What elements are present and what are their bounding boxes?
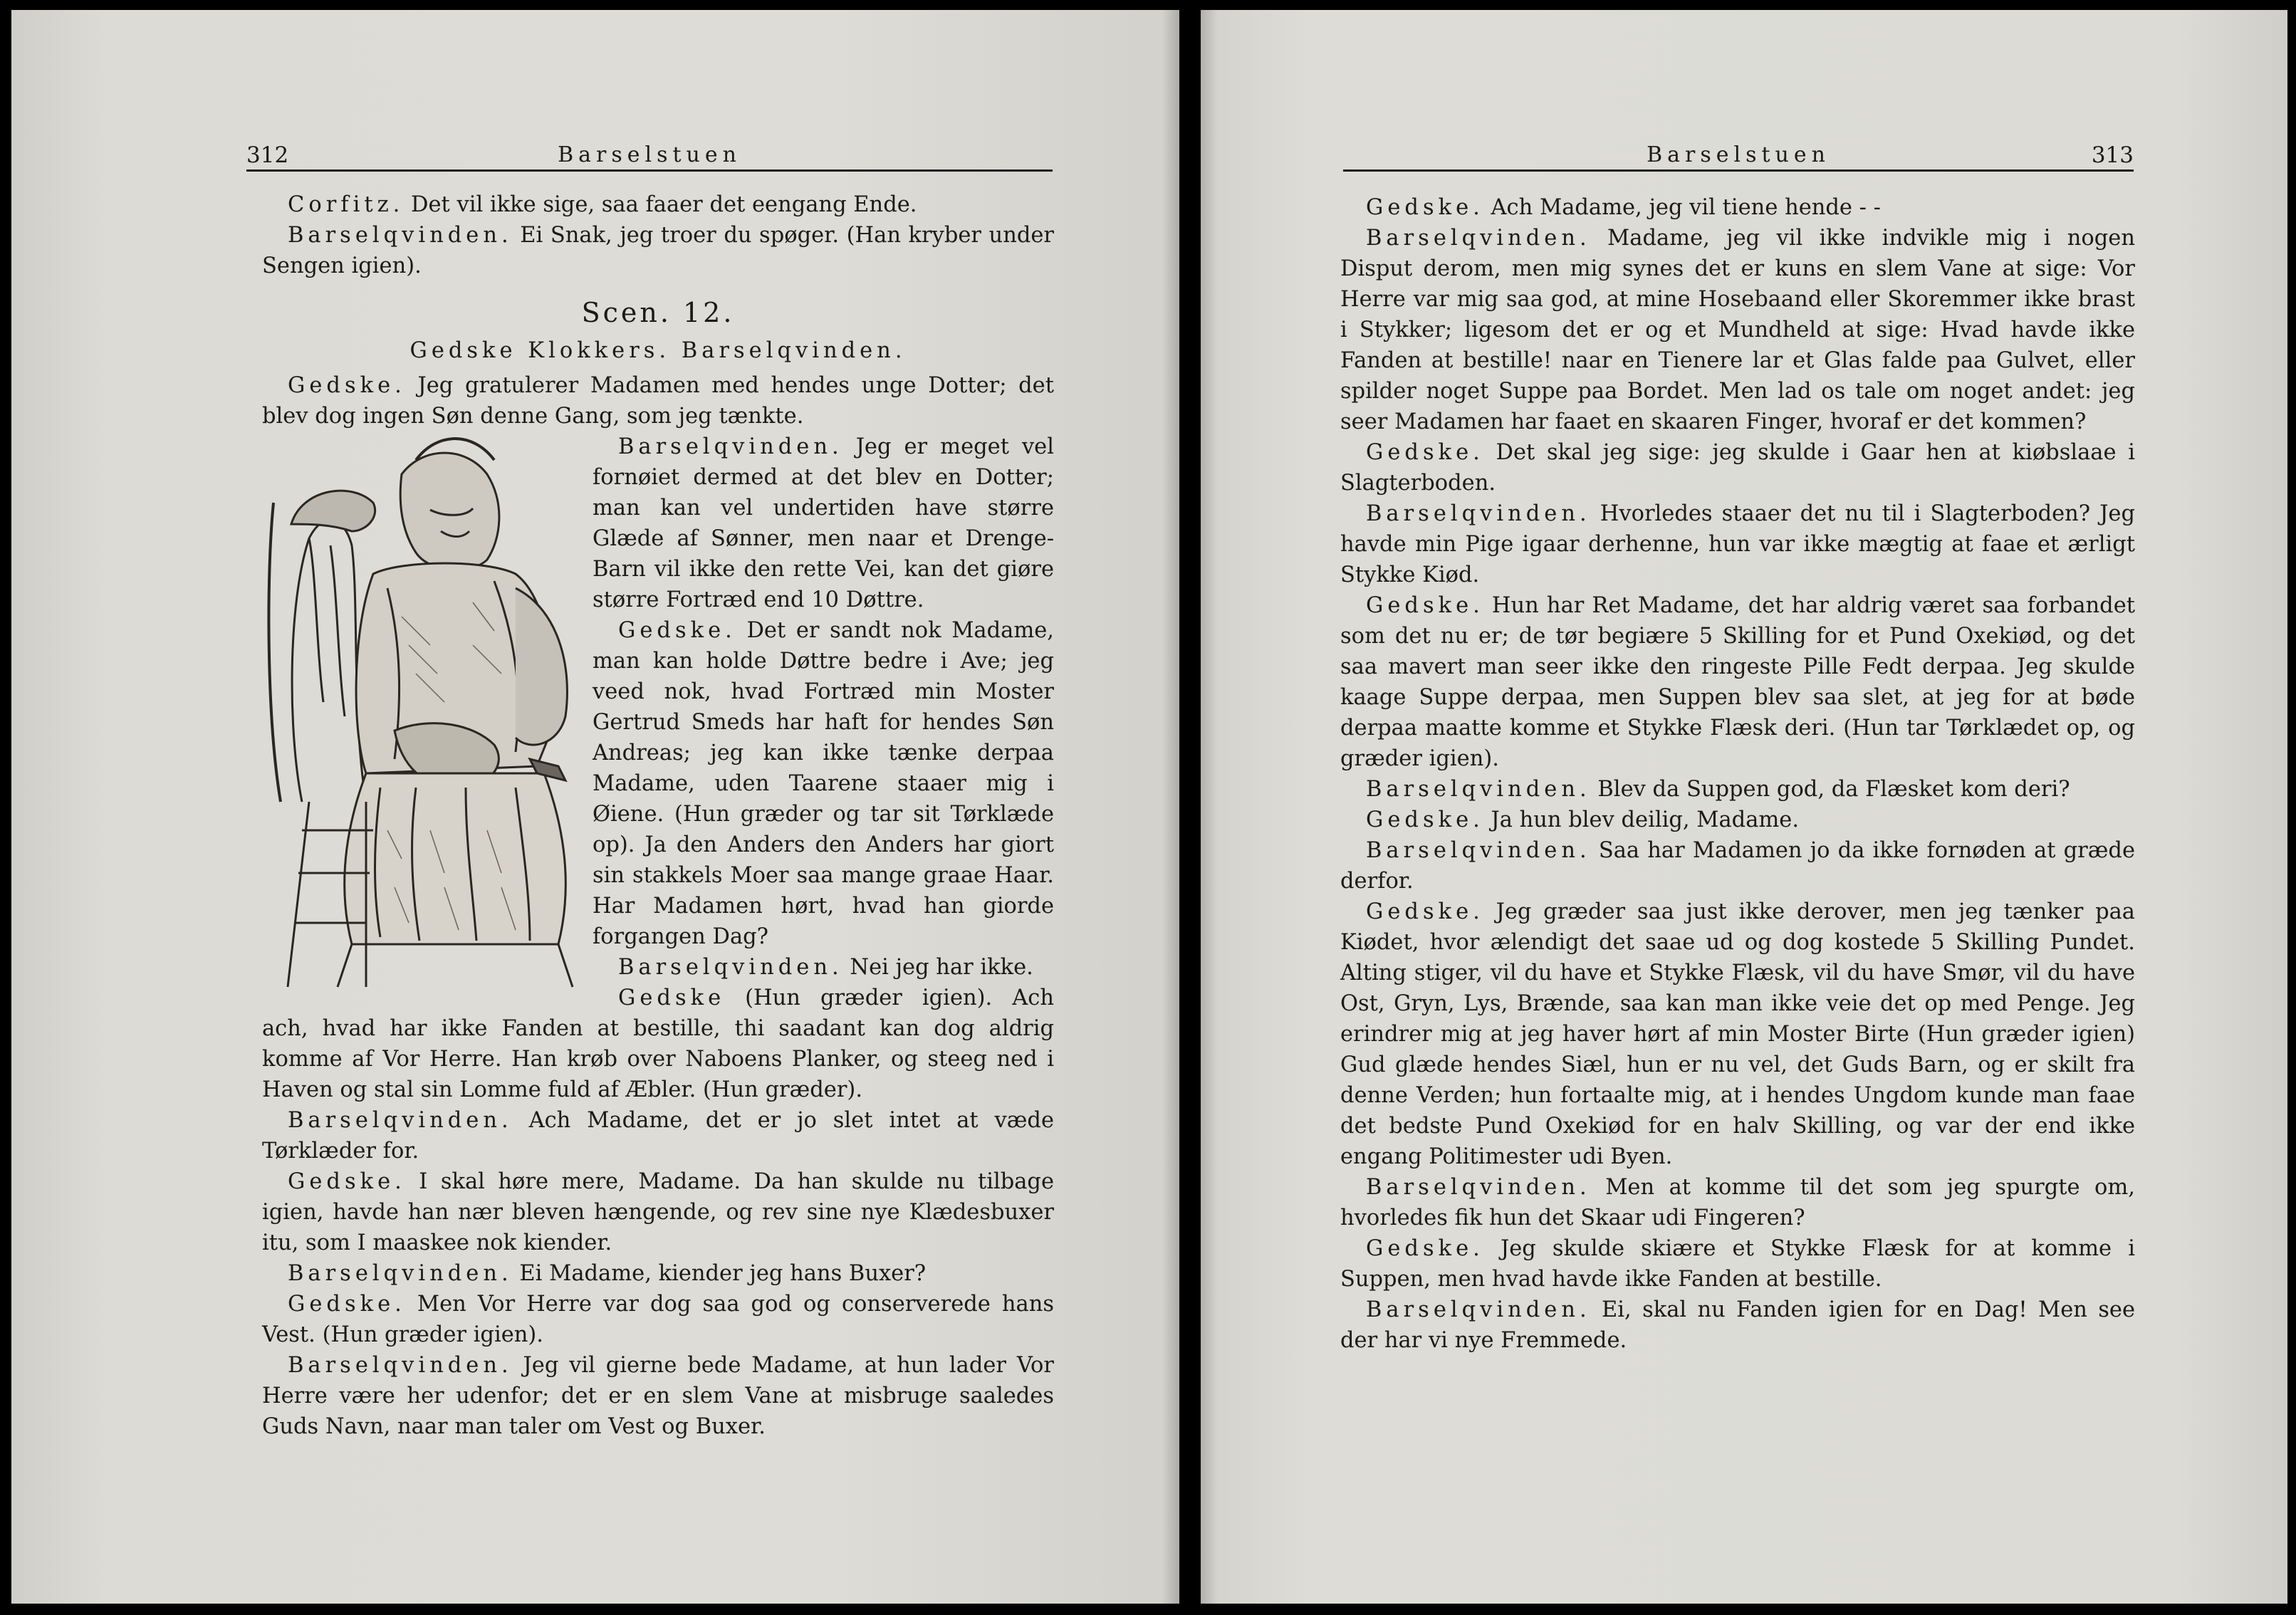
line-text: Det skal jeg sige: jeg skulde i Gaar hen at kiøbslaae i Slagterboden. <box>1340 440 2135 496</box>
speaker: Gedske. <box>1366 593 1484 618</box>
speaker: Barselqvinden. <box>618 955 843 980</box>
line-text: Men Vor Herre var dog saa god og conserverede hans Vest. (Hun græder igien). <box>262 1292 1054 1347</box>
line-text: Ja hun blev deilig, Madame. <box>1483 808 1800 832</box>
dialogue-line <box>262 1289 1054 1350</box>
speaker: Gedske. <box>618 618 736 643</box>
right-page <box>1201 10 2287 1604</box>
dialogue-line <box>262 189 1054 220</box>
line-text: (Hun græder igien). Ach ach, hvad har ikke Fanden at bestille, thi saadant kan dog aldrig komme af Vor Herre. Han krøb over Naboens Planker, og steeg ned i Haven og stal sin Lomme fuld af Æbler. (Hun græder). <box>262 986 1054 1102</box>
speaker: Corfitz. <box>288 192 405 217</box>
line-text: Ach Madame, jeg vil tiene hende ‑ ‑ <box>1483 195 1881 220</box>
speaker: Barselqvinden. <box>288 1261 513 1286</box>
dialogue-line <box>262 1166 1054 1258</box>
line-text: Ei Snak, jeg troer du spøger. (Han kryber under Sengen igien). <box>262 223 1054 278</box>
dialogue-line <box>1340 835 2135 897</box>
running-head <box>1343 142 2134 172</box>
line-text: Jeg græder saa just ikke derover, men jeg tænker paa Kiødet, hvor ælendigt det saae ud og dog kostede 5 Skilling Pundet. Alting stiger, vil du have et Stykke Flæsk, vil du have Smør, vil du have Ost, Gryn, Lys, Brænde, saa kan man ikke veie det op med Penge. Jeg erindrer mig at jeg haver hørt af min Moster Birte (Hun græder igien) Gud glæde hendes Siæl, hun er nu vel, det Guds Barn, og er skilt fra denne Verden; hun fortaalte mig, at i hendes Ungdom kunde man faae det bedste Pund Oxekiød for en halv Skilling, og var der end ikke engang Politimester udi Byen. <box>1340 899 2135 1169</box>
line-text: Men at komme til det som jeg spurgte om, hvorledes fik hun det Skaar udi Fingeren? <box>1340 1175 2135 1230</box>
line-text: I skal høre mere, Madame. Da han skulde nu tilbage igien, havde han nær bleven hængende, og rev sine nye Klædesbuxer itu, som I maaskee nok kiender. <box>262 1169 1054 1255</box>
speaker: Gedske. <box>288 373 406 398</box>
line-text: Jeg er meget vel fornøiet dermed at det blev en Dotter; man kan vel undertiden have større Glæde af Sønner, men naar et Drenge-Barn vil ikke den rette Vei, kan det giøre større Fortræd end 10 Døttre. <box>593 434 1054 612</box>
line-text: Det er sandt nok Madame, man kan holde Døttre bedre i Ave; jeg veed nok, hvad Fortræd min Moster Gertrud Smeds har haft for hendes Søn Andreas; jeg kan ikke tænke derpaa Madame, uden Taarene staaer mig i Øiene. (Hun græder og tar sit Tørklæde op). Ja den Anders den Anders har giort sin stakkels Moer saa mange graae Haar. Har Madamen hørt, hvad han giorde forgangen Dag? <box>593 618 1054 949</box>
page-number: 312 <box>246 142 289 168</box>
line-text: Jeg vil gierne bede Madame, at hun lader Vor Herre være her udenfor; det er en slem Vane at misbruge saaledes Guds Navn, naar man taler om Vest og Buxer. <box>262 1353 1054 1439</box>
dialogue-line <box>1340 774 2135 805</box>
line-text: Saa har Madamen jo da ikke fornøden at græde derfor. <box>1340 838 2135 894</box>
dialogue-line <box>1340 1172 2135 1233</box>
speaker: Barselqvinden. <box>618 434 843 459</box>
dialogue-line <box>262 1258 1054 1289</box>
speaker: Gedske <box>618 986 726 1010</box>
right-text <box>1340 192 2135 1356</box>
speaker: Gedske. <box>288 1292 406 1317</box>
speaker: Barselqvinden. <box>1366 226 1591 251</box>
line-text: Ei, skal nu Fanden igien for en Dag! Men see der har vi nye Fremmede. <box>1340 1297 2135 1353</box>
line-text: Hvorledes staaer det nu til i Slagterboden? Jeg havde min Pige igaar derhenne, hun var ikke mægtig at faae et ærligt Stykke Kiød. <box>1340 501 2135 587</box>
dialogue-line <box>262 220 1054 281</box>
running-head-title: Barselstuen <box>1647 142 1830 167</box>
dialogue-line <box>1340 437 2135 498</box>
scene-persons: Gedske Klokkers. Barselqvinden. <box>409 338 907 363</box>
left-text <box>262 189 1054 1442</box>
dialogue-line <box>1340 1295 2135 1356</box>
page-number: 313 <box>2091 142 2134 168</box>
dialogue-line <box>1340 897 2135 1172</box>
speaker: Barselqvinden. <box>1366 501 1591 526</box>
dialogue-line <box>1340 498 2135 590</box>
line-text: Blev da Suppen god, da Flæsket kom deri? <box>1590 777 2070 802</box>
spine-shadow <box>1201 10 1218 1604</box>
speaker: Barselqvinden. <box>288 1353 513 1378</box>
line-text: Jeg skulde skiære et Stykke Flæsk for at komme i Suppen, men hvad havde ikke Fanden at bestille. <box>1340 1236 2135 1292</box>
dialogue-line <box>262 1350 1054 1442</box>
line-text: Nei jeg har ikke. <box>842 955 1033 980</box>
running-head <box>246 142 1053 172</box>
speaker: Gedske. <box>1366 195 1484 220</box>
speaker: Gedske. <box>1366 1236 1484 1261</box>
speaker: Gedske. <box>1366 808 1484 832</box>
dialogue-line <box>1340 805 2135 835</box>
speaker: Barselqvinden. <box>288 1108 513 1133</box>
dialogue-line <box>1340 223 2135 437</box>
scene-title: Scen. 12. <box>581 297 735 328</box>
speaker: Barselqvinden. <box>1366 1297 1591 1322</box>
line-text: Det vil ikke sige, saa faaer det eengang Ende. <box>404 192 917 217</box>
running-head-title: Barselstuen <box>558 142 741 167</box>
speaker: Barselqvinden. <box>1366 838 1591 863</box>
speaker: Barselqvinden. <box>288 223 513 248</box>
speaker: Gedske. <box>288 1169 406 1194</box>
speaker: Gedske. <box>1366 440 1484 465</box>
speaker: Gedske. <box>1366 899 1484 924</box>
spine-shadow <box>1162 10 1179 1604</box>
seated-old-woman-illustration <box>259 432 584 1001</box>
line-text: Hun har Ret Madame, det har aldrig været saa forbandet som det nu er; de tør begiære 5 Skilling for et Pund Oxekiød, og det saa mavert man seer ikke den ringeste Pille Fedt derpaa. Jeg skulde kaage Suppe derpaa, men Suppen blev saa slet, at jeg for at bøde derpaa maatte komme et Stykke Flæsk deri. (Hun tar Tørklædet op, og græder igien). <box>1340 593 2135 771</box>
dialogue-line <box>262 1105 1054 1166</box>
line-text: Ei Madame, kiender jeg hans Buxer? <box>512 1261 927 1286</box>
speaker: Barselqvinden. <box>1366 777 1591 802</box>
dialogue-line <box>1340 192 2135 223</box>
line-text: Ach Madame, det er jo slet intet at væde Tørklæder for. <box>262 1108 1054 1164</box>
dialogue-line <box>1340 590 2135 774</box>
dialogue-line <box>1340 1233 2135 1295</box>
left-page <box>11 10 1179 1604</box>
line-text: Jeg gratulerer Madamen med hendes unge Dotter; det blev dog ingen Søn denne Gang, som jeg tænkte. <box>262 373 1054 429</box>
speaker: Barselqvinden. <box>1366 1175 1591 1200</box>
line-text: Madame, jeg vil ikke indvikle mig i nogen Disput derom, men mig synes det er kuns en slem Vane at sige: Vor Herre var mig saa god, at mine Hosebaand eller Skoremmer ikke brast i Stykker; ligesom det er og et Mundheld at sige: Hvad havde ikke Fanden at bestille! naar en Tienere lar et Glas falde paa Gulvet, eller spilder noget Suppe paa Bordet. Men lad os tale om noget andet: jeg seer Madamen har faaet en skaaren Finger, hvoraf er det kommen? <box>1340 226 2135 434</box>
dialogue-line <box>262 370 1054 432</box>
